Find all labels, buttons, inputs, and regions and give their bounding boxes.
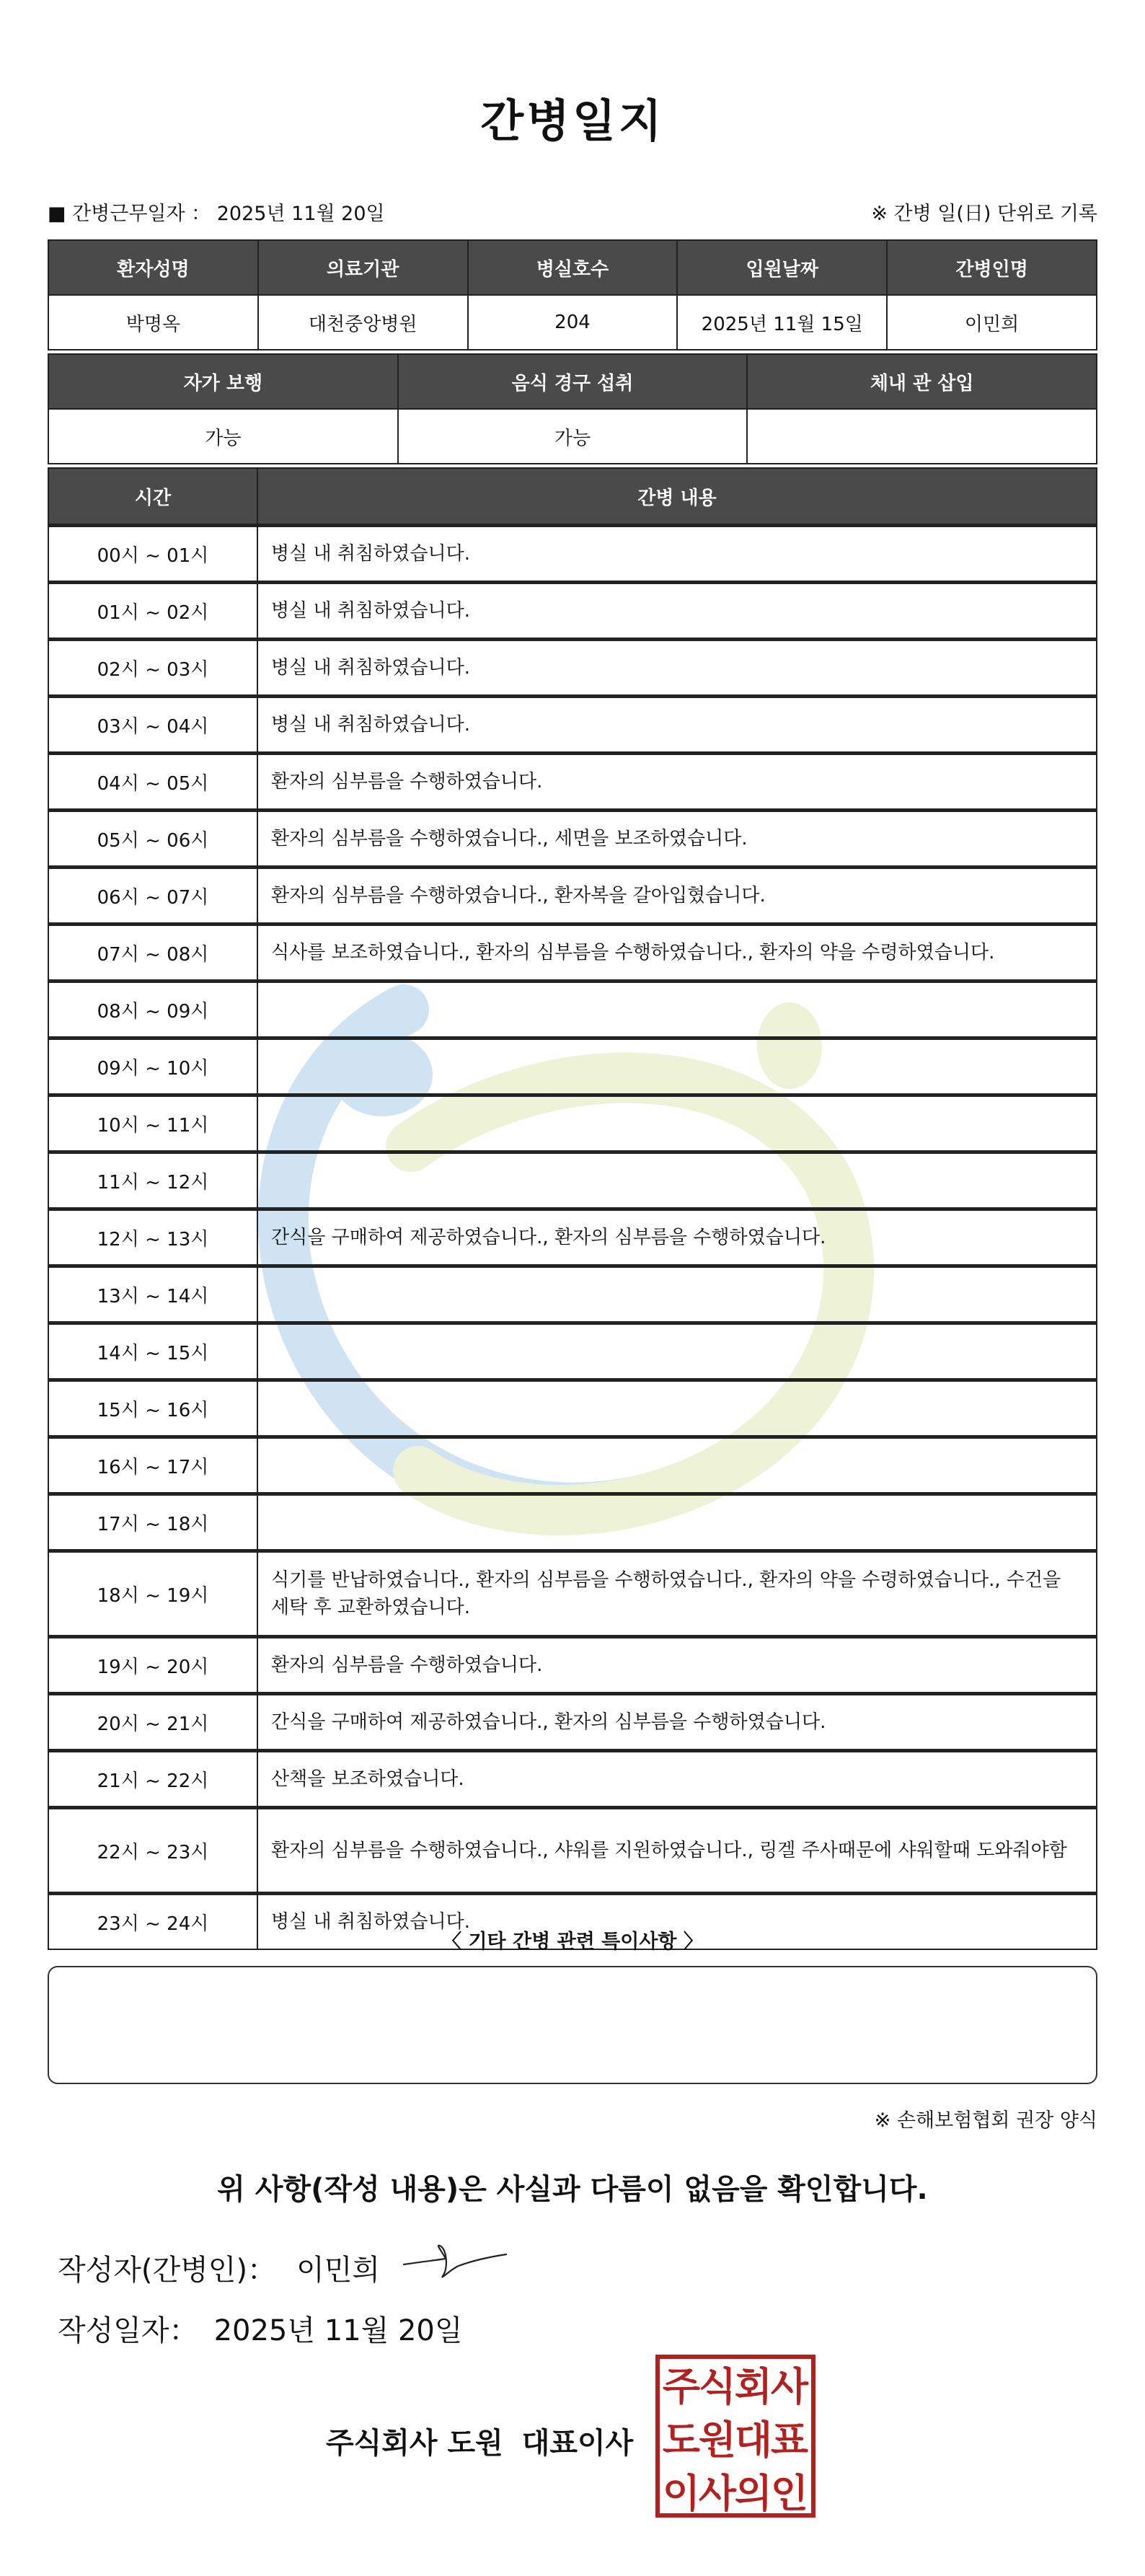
svg-text:주: 주: [662, 2364, 701, 2409]
time-cell: 05시 ~ 06시: [48, 811, 257, 868]
table-row: [48, 811, 1097, 868]
time-cell: 17시 ~ 18시: [48, 1494, 257, 1551]
content-cell: 식사를 보조하였습니다., 환자의 심부름을 수행하였습니다., 환자의 약을 수령하였습니다.: [257, 925, 1097, 982]
content-cell: [257, 1494, 1097, 1551]
writer-label: 작성자(간병인)：: [58, 2254, 277, 2287]
time-cell: 16시 ~ 17시: [48, 1437, 257, 1494]
time-cell: 02시 ~ 03시: [48, 640, 257, 697]
table-row: [48, 1209, 1097, 1266]
time-cell: 06시 ~ 07시: [48, 868, 257, 925]
patient-info-table: [48, 239, 1097, 350]
table-row: [48, 583, 1097, 640]
company-line: [326, 2420, 633, 2461]
admission-date: 2025년 11월 15일: [677, 295, 887, 350]
header-hospital: 의료기관: [258, 240, 468, 295]
svg-text:도: 도: [662, 2417, 701, 2463]
content-cell: 병실 내 취침하였습니다.: [257, 640, 1097, 697]
table-row: [48, 697, 1097, 754]
content-cell: 병실 내 취침하였습니다.: [257, 1894, 1097, 1950]
table-row: [48, 1095, 1097, 1152]
content-cell: [257, 1152, 1097, 1209]
table-row: [48, 1437, 1097, 1494]
tube-insertion-value: [747, 409, 1097, 464]
content-cell: 환자의 심부름을 수행하였습니다.: [257, 1637, 1097, 1694]
time-cell: 22시 ~ 23시: [48, 1808, 257, 1894]
document-title: 간병일지: [480, 94, 665, 147]
table-row: [48, 754, 1097, 811]
table-row: [48, 1494, 1097, 1551]
time-cell: 12시 ~ 13시: [48, 1209, 257, 1266]
time-cell: 13시 ~ 14시: [48, 1266, 257, 1323]
header-room-number: 병실호수: [468, 240, 678, 295]
care-log-header-row: [48, 468, 1097, 526]
content-cell: 병실 내 취침하였습니다.: [257, 526, 1097, 583]
written-date-line: [58, 2308, 463, 2349]
self-walking-value: 가능: [48, 409, 398, 464]
confirmation-statement: 위 사항(작성 내용)은 사실과 다름이 없음을 확인합니다.: [217, 2173, 928, 2206]
company-seal: [655, 2354, 816, 2518]
table-row: [48, 1266, 1097, 1323]
hospital-name: 대천중앙병원: [258, 295, 468, 350]
table-row: [48, 1551, 1097, 1637]
time-cell: 20시 ~ 21시: [48, 1694, 257, 1751]
header-oral-intake: 음식 경구 섭취: [398, 354, 748, 409]
company-role: 대표이사: [521, 2427, 634, 2460]
recommend-note: ※ 손해보험협회 권장 양식: [874, 2109, 1097, 2132]
time-cell: 08시 ~ 09시: [48, 982, 257, 1038]
svg-text:대: 대: [734, 2417, 773, 2463]
table-row: [48, 640, 1097, 697]
written-date-label: 작성일자：: [58, 2314, 198, 2347]
header-time: 시간: [48, 468, 257, 526]
time-cell: 03시 ~ 04시: [48, 697, 257, 754]
time-cell: 15시 ~ 16시: [48, 1380, 257, 1437]
company-name: 주식회사 도원: [326, 2427, 503, 2460]
care-log-table: [48, 467, 1097, 1950]
header-admission-date: 입원날짜: [677, 240, 887, 295]
patient-info-header-row: [48, 240, 1097, 295]
time-cell: 00시 ~ 01시: [48, 526, 257, 583]
content-cell: 산책을 보조하였습니다.: [257, 1751, 1097, 1808]
writer-line: [58, 2247, 380, 2288]
content-cell: 환자의 심부름을 수행하였습니다., 세면을 보조하였습니다.: [257, 811, 1097, 868]
table-row: [48, 1380, 1097, 1437]
table-row: [48, 1694, 1097, 1751]
content-cell: [257, 1323, 1097, 1380]
svg-text:인: 인: [770, 2471, 809, 2516]
writer-name: 이민희: [296, 2254, 380, 2287]
time-cell: 07시 ~ 08시: [48, 925, 257, 982]
status-value-row: [48, 409, 1097, 464]
svg-text:사: 사: [698, 2471, 737, 2516]
time-cell: 04시 ~ 05시: [48, 754, 257, 811]
content-cell: 간식을 구매하여 제공하였습니다., 환자의 심부름을 수행하였습니다.: [257, 1209, 1097, 1266]
time-cell: 09시 ~ 10시: [48, 1038, 257, 1095]
svg-text:원: 원: [698, 2417, 737, 2463]
table-row: [48, 1637, 1097, 1694]
time-cell: 21시 ~ 22시: [48, 1751, 257, 1808]
time-cell: 14시 ~ 15시: [48, 1323, 257, 1380]
room-number: 204: [468, 295, 678, 350]
content-cell: [257, 1095, 1097, 1152]
time-cell: 11시 ~ 12시: [48, 1152, 257, 1209]
table-row: [48, 982, 1097, 1038]
header-caregiver-name: 간병인명: [887, 240, 1097, 295]
written-date-value: 2025년 11월 20일: [213, 2314, 463, 2347]
header-tube-insertion: 체내 관 삽입: [747, 354, 1097, 409]
special-notes-title: 〈 기타 간병 관련 특이사항 〉: [442, 1931, 703, 1953]
svg-text:사: 사: [770, 2364, 809, 2409]
time-cell: 10시 ~ 11시: [48, 1095, 257, 1152]
time-cell: 18시 ~ 19시: [48, 1551, 257, 1637]
svg-text:회: 회: [734, 2364, 773, 2409]
patient-info-value-row: [48, 295, 1097, 350]
signature: [401, 2240, 509, 2283]
caregiver-name: 이민희: [887, 295, 1097, 350]
table-row: [48, 1323, 1097, 1380]
content-cell: 식기를 반납하였습니다., 환자의 심부름을 수행하였습니다., 환자의 약을 수령하였습니다., 수건을 세탁 후 교환하였습니다.: [257, 1551, 1097, 1637]
table-row: [48, 925, 1097, 982]
special-notes-box: [48, 1966, 1097, 2084]
svg-text:표: 표: [770, 2417, 809, 2463]
content-cell: 병실 내 취침하였습니다.: [257, 697, 1097, 754]
content-cell: [257, 982, 1097, 1038]
patient-status-table: [48, 353, 1097, 464]
table-row: [48, 868, 1097, 925]
work-date: ■ 간병근무일자 ： 2025년 11월 20일: [48, 203, 385, 225]
oral-intake-value: 가능: [398, 409, 748, 464]
svg-text:식: 식: [698, 2364, 737, 2409]
header-patient-name: 환자성명: [48, 240, 258, 295]
status-header-row: [48, 354, 1097, 409]
table-row: [48, 526, 1097, 583]
table-row: [48, 1038, 1097, 1095]
record-unit-note: ※ 간병 일(日) 단위로 기록: [871, 203, 1097, 225]
content-cell: 환자의 심부름을 수행하였습니다., 샤워를 지원하였습니다., 링겔 주사때문에 샤워할때 도와줘야함: [257, 1808, 1097, 1894]
content-cell: 간식을 구매하여 제공하였습니다., 환자의 심부름을 수행하였습니다.: [257, 1694, 1097, 1751]
time-cell: 19시 ~ 20시: [48, 1637, 257, 1694]
svg-text:이: 이: [662, 2471, 701, 2516]
time-cell: 01시 ~ 02시: [48, 583, 257, 640]
header-care-content: 간병 내용: [257, 468, 1097, 526]
patient-name: 박명옥: [48, 295, 258, 350]
table-row: [48, 1152, 1097, 1209]
header-self-walking: 자가 보행: [48, 354, 398, 409]
content-cell: 환자의 심부름을 수행하였습니다., 환자복을 갈아입혔습니다.: [257, 868, 1097, 925]
content-cell: 병실 내 취침하였습니다.: [257, 583, 1097, 640]
time-cell: 23시 ~ 24시: [48, 1894, 257, 1950]
content-cell: 환자의 심부름을 수행하였습니다.: [257, 754, 1097, 811]
content-cell: [257, 1266, 1097, 1323]
content-cell: [257, 1380, 1097, 1437]
table-row: [48, 1751, 1097, 1808]
table-row: [48, 1808, 1097, 1894]
content-cell: [257, 1437, 1097, 1494]
content-cell: [257, 1038, 1097, 1095]
svg-text:의: 의: [734, 2471, 773, 2516]
